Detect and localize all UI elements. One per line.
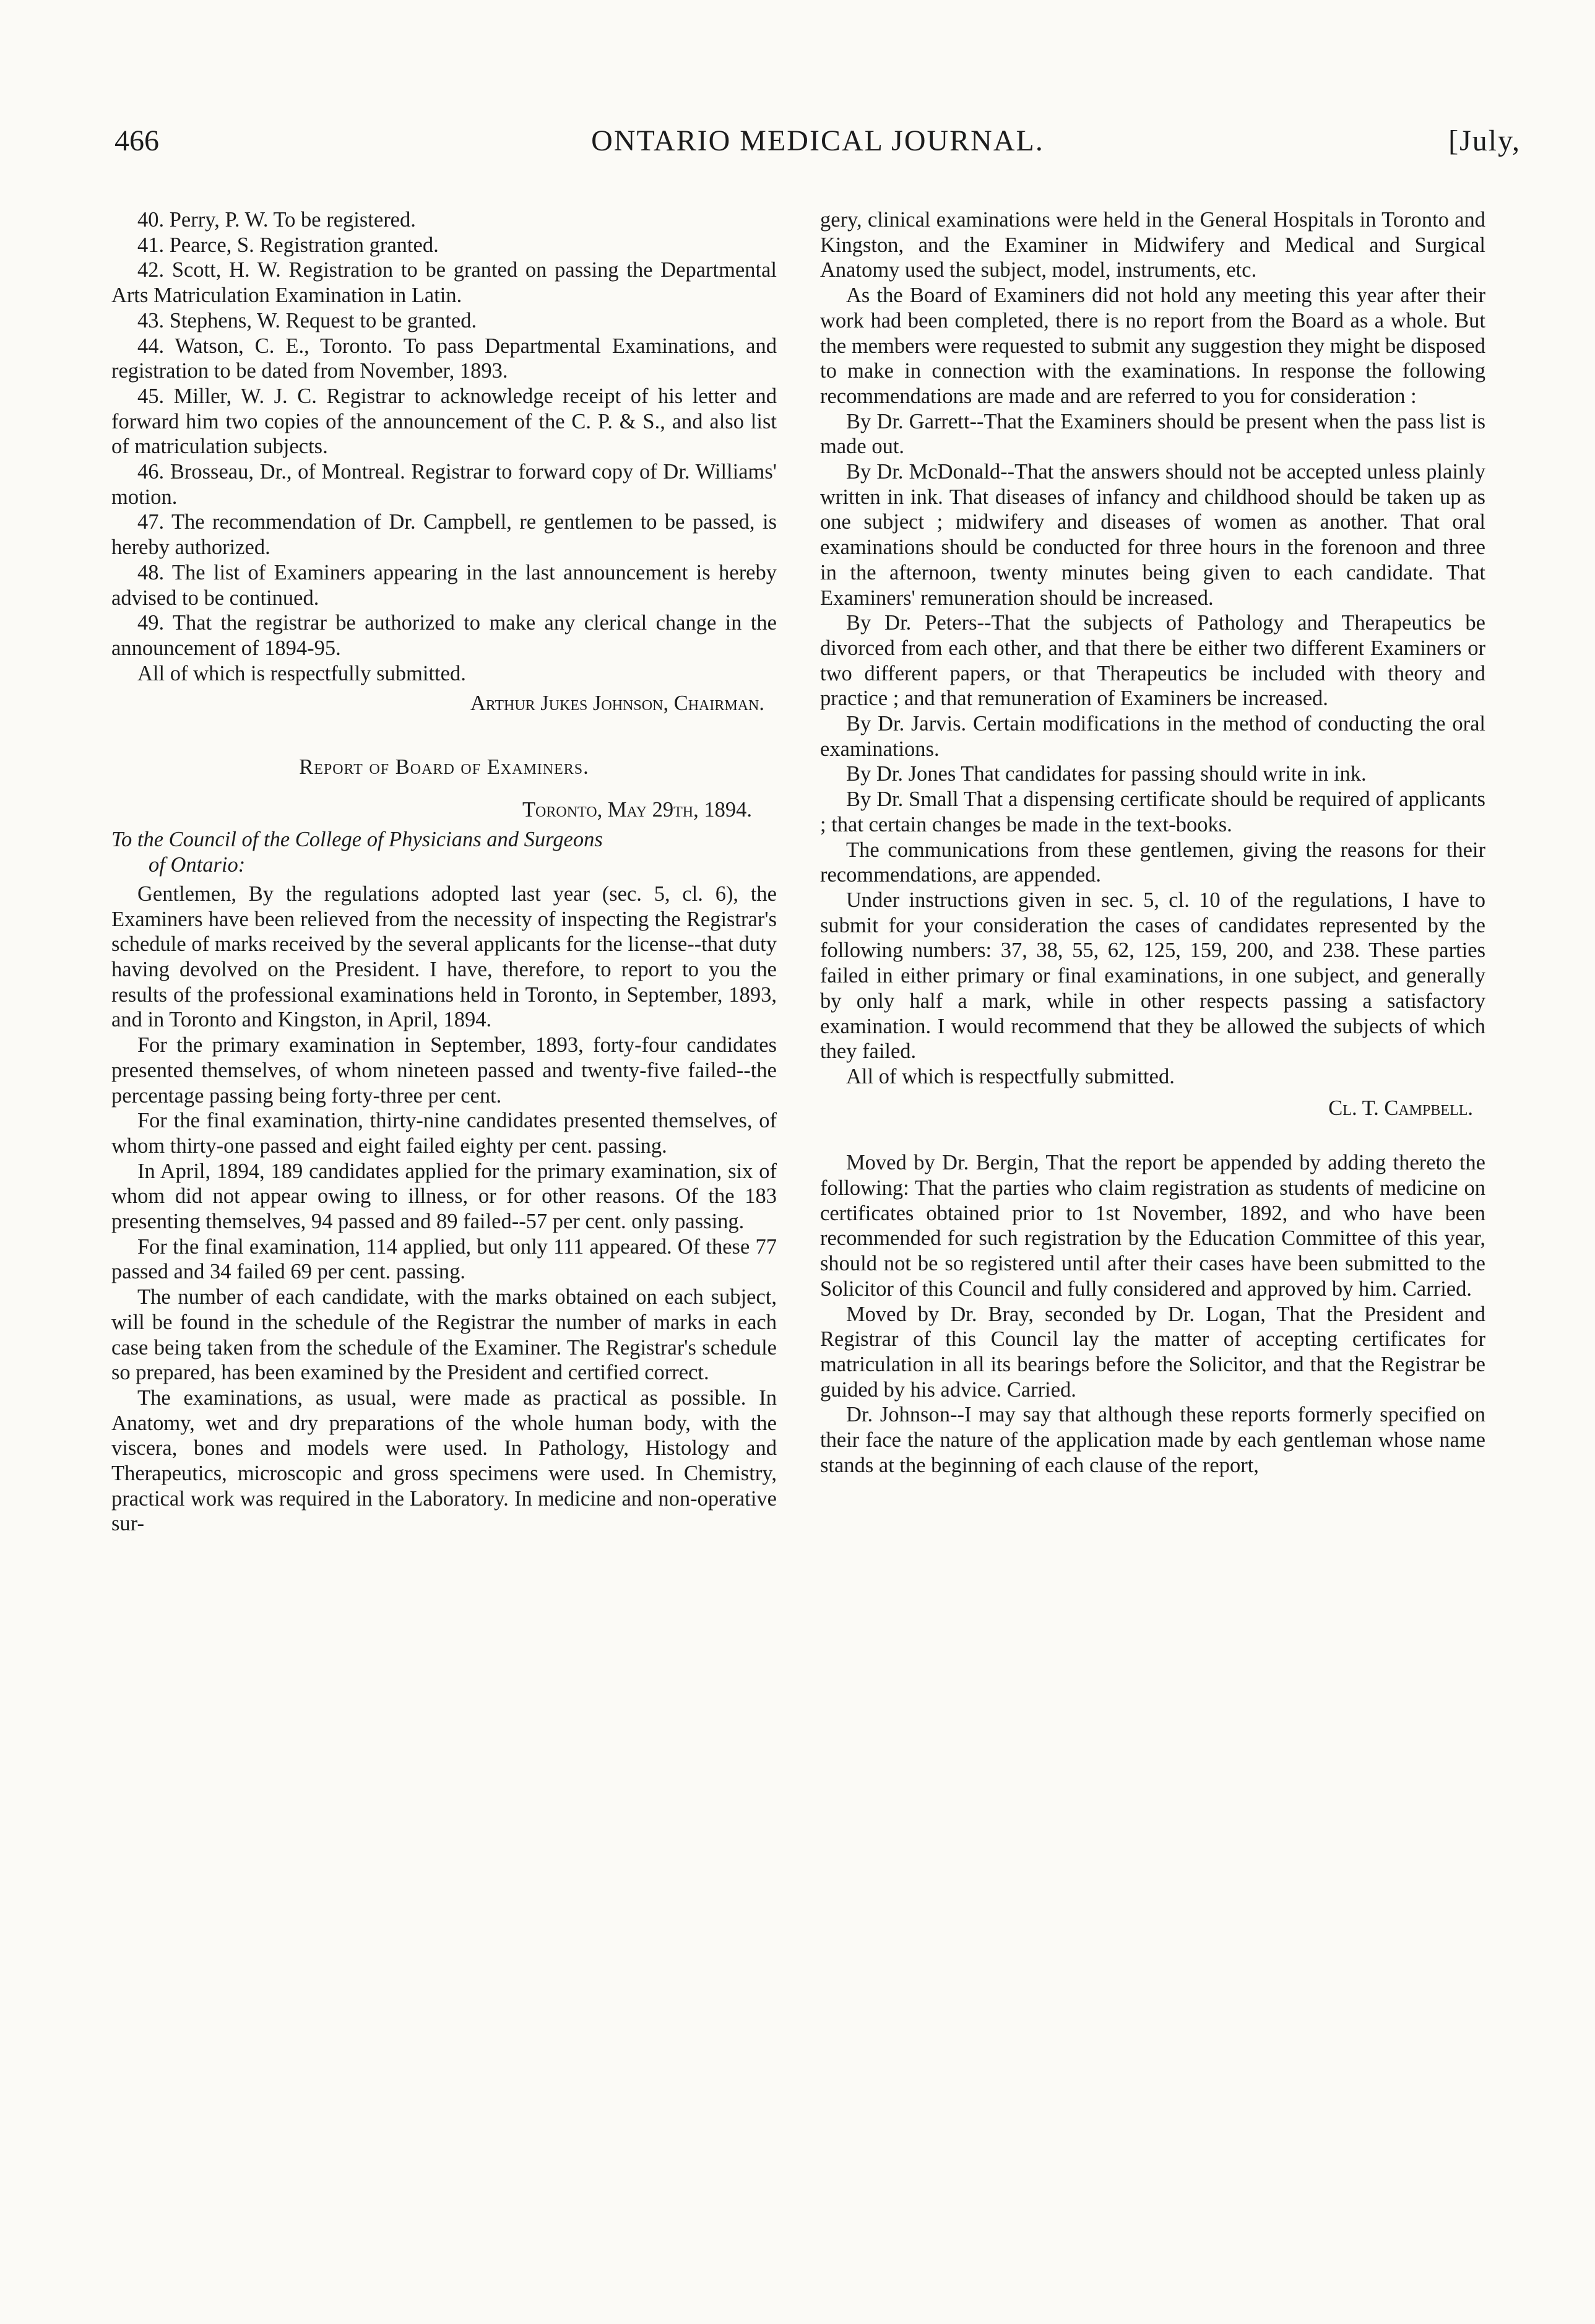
addressee-line: To the Council of the College of Physicians and Surgeons	[111, 828, 603, 852]
paragraph: Under instructions given in sec. 5, cl. 10 of the regulations, I have to submit for your consideration the cases of candidates represented by the following numbers: 37, 38, 55, 62, 125, 159, 200, and 238. These parties failed in either primary or final examinations, in one subject, and generally by only half a mark, while in other respects passing a satisfactory examination. I would recommend that they be allowed the subjects of which they failed.	[820, 888, 1485, 1064]
paragraph: By Dr. Peters--That the subjects of Pathology and Therapeutics be divorced from each other, and that there be either two different Examiners or two different papers, or that Therapeutics be included with theory and practice ; and that remuneration of Examiners be increased.	[820, 611, 1485, 711]
paragraph: By Dr. McDonald--That the answers should not be accepted unless plainly written in ink. That diseases of infancy and childhood should be taken up as one subject ; midwifery and diseases of women as another. That oral examinations should be conducted for three hours in the forenoon and three in the afternoon, twenty minutes being given to each candidate. That Examiners' remuneration should be increased.	[820, 460, 1485, 610]
addressee-line: of Ontario:	[149, 853, 246, 877]
list-item: 49. That the registrar be authorized to make any clerical change in the announcement of 1894-95.	[111, 611, 777, 660]
list-item: 43. Stephens, W. Request to be granted.	[137, 308, 477, 332]
list-item: 47. The recommendation of Dr. Campbell, re gentlemen to be passed, is hereby authorized.	[111, 510, 777, 560]
paragraph: Moved by Dr. Bray, seconded by Dr. Logan, That the President and Registrar of this Council lay the matter of accepting certificates for matriculation in all its bearings before the Solicitor, and that the Registrar be guided by his advice. Carried.	[820, 1302, 1485, 1402]
paragraph: The number of each candidate, with the marks obtained on each subject, will be found in the schedule of the Registrar the number of marks in each case being taken from the schedule of the Examiner. The Registrar's schedule so prepared, has been examined by the President and certified correct.	[111, 1285, 777, 1385]
paragraph: For the primary examination in September, 1893, forty-four candidates presented themselves, of whom nineteen passed and twenty-five failed--the percentage passing being forty-three per cent.	[111, 1033, 777, 1108]
list-item: 48. The list of Examiners appearing in the last announcement is hereby advised to be continued.	[111, 560, 777, 610]
list-item: 41. Pearce, S. Registration granted.	[137, 233, 439, 257]
examiner-signature: Cl. T. Campbell.	[1328, 1096, 1473, 1120]
report-addressee	[111, 827, 777, 877]
list-item: 46. Brosseau, Dr., of Montreal. Registrar to forward copy of Dr. Williams' motion.	[111, 460, 777, 509]
chairman-signature: Arthur Jukes Johnson, Chairman.	[470, 692, 764, 716]
report-dateline: Toronto, May 29th, 1894.	[522, 797, 752, 822]
list-item: 45. Miller, W. J. C. Registrar to acknowledge receipt of his letter and forward him two copies of the announcement of the C. P. & S., and also list of matriculation subjects.	[111, 384, 777, 459]
paragraph: As the Board of Examiners did not hold any meeting this year after their work had been completed, there is no report from the Board as a whole. But the members were requested to submit any suggestion they might be disposed to make in connection with the examinations. In response the following recommendations are made and are referred to you for consideration :	[820, 284, 1485, 408]
paragraph: For the final examination, thirty-nine candidates presented themselves, of whom thirty-one passed and eight failed eighty per cent. passing.	[111, 1109, 777, 1158]
list-item: 42. Scott, H. W. Registration to be granted on passing the Departmental Arts Matriculation Examination in Latin.	[111, 258, 777, 308]
page-number: 466	[115, 124, 159, 157]
report-heading: Report of Board of Examiners.	[299, 755, 589, 779]
paragraph: In April, 1894, 189 candidates applied for the primary examination, six of whom did not appear owing to illness, or for other reasons. Of the 183 presenting themselves, 94 passed and 89 failed--57 per cent. only passing.	[111, 1159, 777, 1234]
paragraph: By Dr. Jarvis. Certain modifications in the method of conducting the oral examinations.	[820, 712, 1485, 761]
left-column	[111, 207, 777, 1537]
list-item: 44. Watson, C. E., Toronto. To pass Departmental Examinations, and registration to be dated from November, 1893.	[111, 334, 777, 383]
paragraph: By Dr. Jones That candidates for passing should write in ink.	[846, 762, 1367, 786]
paragraph: All of which is respectfully submitted.	[846, 1064, 1175, 1088]
paragraph: gery, clinical examinations were held in the General Hospitals in Toronto and Kingston, and the Examiner in Midwifery and Medical and Surgical Anatomy used the subject, model, instruments, etc.	[820, 208, 1485, 282]
paragraph: For the final examination, 114 applied, but only 111 appeared. Of these 77 passed and 34 failed 69 per cent. passing.	[111, 1234, 777, 1284]
section-gap	[820, 1121, 1485, 1150]
paragraph: Gentlemen, By the regulations adopted last year (sec. 5, cl. 6), the Examiners have been relieved from the necessity of inspecting the Registrar's schedule of marks received by the several applicants for the license--that duty having devolved on the President. I have, therefore, to report to you the results of the professional examinations held in Toronto, in September, 1893, and in Toronto and Kingston, in April, 1894.	[111, 882, 777, 1032]
paragraph: The examinations, as usual, were made as practical as possible. In Anatomy, wet and dry preparations of the whole human body, with the viscera, bones and models were used. In Pathology, Histology and Therapeutics, microscopic and gross specimens were used. In Chemistry, practical work was required in the Laboratory. In medicine and non-operative sur-	[111, 1385, 777, 1536]
journal-title: ONTARIO MEDICAL JOURNAL.	[591, 124, 1044, 157]
paragraph: Moved by Dr. Bergin, That the report be appended by adding thereto the following: That the parties who claim registration as students of medicine on certificates obtained prior to 1st November, 1892, and who have been recommended for such registration by the Education Committee of this year, should not be so registered until after their cases have been submitted to the Solicitor of this Council and fully considered and approved by him. Carried.	[820, 1151, 1485, 1301]
paragraph: By Dr. Small That a dispensing certificate should be required of applicants ; that certain changes be made in the text-books.	[820, 787, 1485, 836]
issue-month: [July,	[1448, 124, 1521, 157]
list-item: 40. Perry, P. W. To be registered.	[137, 208, 416, 232]
paragraph: Dr. Johnson--I may say that although these reports formerly specified on their face the nature of the application made by each gentleman whose name stands at the beginning of each clause of the report,	[820, 1403, 1485, 1477]
right-column	[820, 207, 1485, 1478]
paragraph: The communications from these gentlemen, giving the reasons for their recommendations, are appended.	[820, 838, 1485, 887]
page-header	[115, 124, 1521, 161]
list-item: All of which is respectfully submitted.	[137, 661, 466, 685]
paragraph: By Dr. Garrett--That the Examiners should be present when the pass list is made out.	[820, 409, 1485, 459]
